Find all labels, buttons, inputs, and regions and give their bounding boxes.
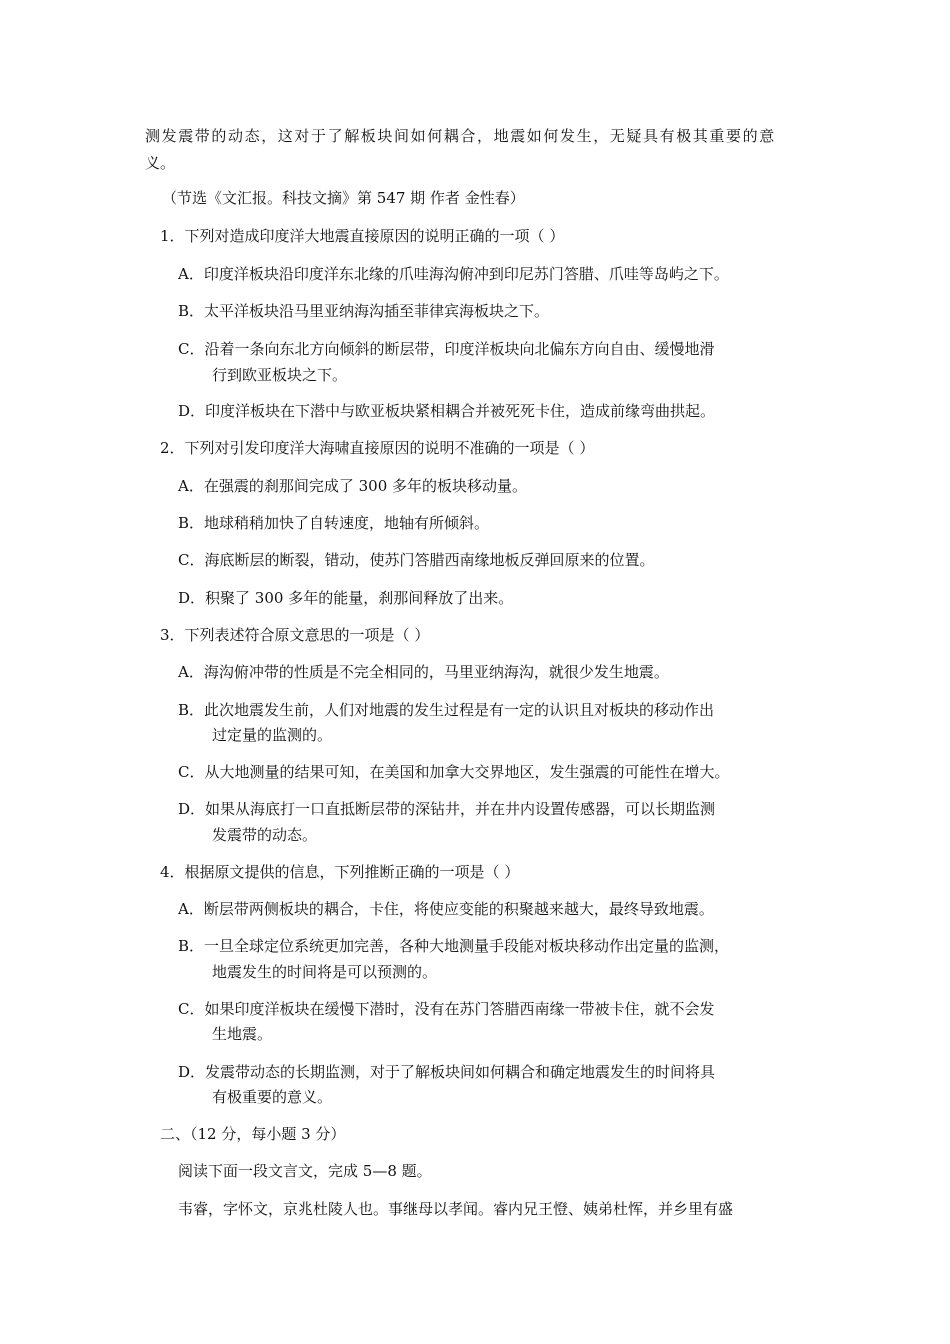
question-4-option-b-continued: 地震发生的时间将是可以预测的。 (212, 963, 438, 981)
section-2-heading: 二、（12 分，每小题 3 分） (160, 1125, 346, 1143)
question-2-option-d: D．积聚了 300 多年的能量，刹那间释放了出来。 (178, 589, 514, 607)
question-4-option-c-continued: 生地震。 (212, 1025, 273, 1043)
question-1-option-a: A．印度洋板块沿印度洋东北缘的爪哇海沟俯冲到印尼苏门答腊、爪哇等岛屿之下。 (178, 265, 729, 283)
section-2-instruction: 阅读下面一段文言文，完成 5—8 题。 (178, 1162, 432, 1180)
question-4-option-b: B．一旦全球定位系统更加完善，各种大地测量手段能对板块移动作出定量的监测， (178, 937, 730, 955)
question-3-stem: 3．下列表述符合原文意思的一项是（ ） (160, 626, 430, 644)
intro-line-1: 测发震带的动态，这对于了解板块间如何耦合，地震如何发生，无疑具有极其重要的意 (145, 127, 776, 145)
question-3-option-d-continued: 发震带的动态。 (212, 826, 318, 844)
question-4-option-d-continued: 有极重要的意义。 (212, 1088, 333, 1106)
question-2-stem: 2．下列对引发印度洋大海啸直接原因的说明不准确的一项是（ ） (160, 439, 595, 457)
question-3-option-d: D．如果从海底打一口直抵断层带的深钻井，并在井内设置传感器，可以长期监测 (178, 800, 716, 818)
question-1-stem: 1．下列对造成印度洋大地震直接原因的说明正确的一项（ ） (160, 227, 565, 245)
question-3-option-c: C．从大地测量的结果可知，在美国和加拿大交界地区，发生强震的可能性在增大。 (178, 763, 730, 781)
question-3-option-b-continued: 过定量的监测的。 (212, 726, 333, 744)
question-1-option-c: C．沿着一条向东北方向倾斜的断层带，印度洋板块向北偏东方向自由、缓慢地滑 (178, 340, 715, 358)
question-2-option-b: B．地球稍稍加快了自转速度，地轴有所倾斜。 (178, 514, 490, 532)
question-3-option-b: B．此次地震发生前，人们对地震的发生过程是有一定的认识且对板块的移动作出 (178, 701, 715, 719)
question-1-option-c-continued: 行到欧亚板块之下。 (212, 366, 348, 384)
question-4-option-d: D．发震带动态的长期监测，对于了解板块间如何耦合和确定地震发生的时间将具 (178, 1063, 716, 1081)
question-1-option-d: D．印度洋板块在下潜中与欧亚板块紧相耦合并被死死卡住，造成前缘弯曲拱起。 (178, 402, 716, 420)
question-2-option-c: C．海底断层的断裂，错动，使苏门答腊西南缘地板反弹回原来的位置。 (178, 551, 655, 569)
question-4-option-c: C．如果印度洋板块在缓慢下潜时，没有在苏门答腊西南缘一带被卡住，就不会发 (178, 1000, 715, 1018)
question-4-option-a: A．断层带两侧板块的耦合，卡住，将使应变能的积聚越来越大，最终导致地震。 (178, 900, 714, 918)
question-1-option-b: B．太平洋板块沿马里亚纳海沟插至菲律宾海板块之下。 (178, 302, 550, 320)
question-2-option-a: A．在强震的刹那间完成了 300 多年的板块移动量。 (178, 477, 528, 495)
intro-line-2: 义。 (145, 154, 176, 172)
question-3-option-a: A．海沟俯冲带的性质是不完全相同的，马里亚纳海沟，就很少发生地震。 (178, 663, 669, 681)
source-citation: （节选《文汇报。科技文摘》第 547 期 作者 金性春） (162, 189, 525, 207)
section-2-passage: 韦睿，字怀文，京兆杜陵人也。事继母以孝闻。睿内兄王憕、姨弟杜恽，并乡里有盛 (178, 1200, 734, 1218)
question-4-stem: 4．根据原文提供的信息，下列推断正确的一项是（ ） (160, 863, 520, 881)
